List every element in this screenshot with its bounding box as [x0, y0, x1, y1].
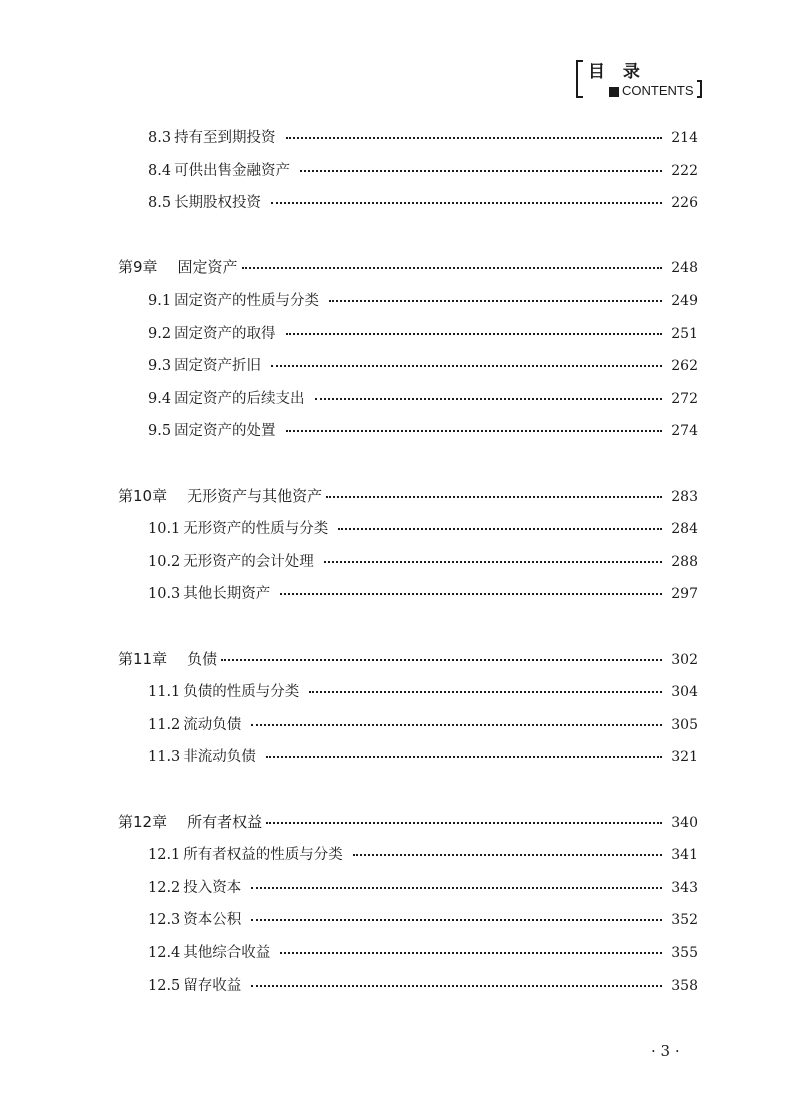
toc-entry-page: 305 [671, 717, 698, 733]
toc-entry-label [148, 387, 305, 408]
toc-leader-dots [271, 202, 662, 204]
toc-entry-label [148, 713, 241, 734]
toc-entry-title: 固定资产折旧 [174, 358, 262, 374]
toc-entry-label [148, 582, 270, 603]
toc-entry-page: 262 [671, 358, 698, 374]
toc-entry-title: 固定资产 [177, 258, 238, 276]
toc-section-entry [148, 713, 698, 735]
toc-entry-title: 流动负债 [183, 717, 242, 733]
toc-entry-number: 第11章 [118, 650, 168, 668]
toc-entry-page: 274 [671, 423, 698, 439]
toc-section-entry [148, 876, 698, 898]
toc-entry-title: 其他长期资产 [183, 586, 271, 602]
toc-entry-number: 第10章 [118, 487, 168, 505]
toc-entry-number: 12.1 [148, 847, 181, 863]
toc-entry-number: 第12章 [118, 813, 168, 831]
toc-leader-dots [251, 887, 662, 889]
toc-entry-title: 所有者权益 [187, 813, 263, 831]
toc-entry-number: 9.3 [148, 358, 172, 374]
toc-entry-label [148, 843, 343, 864]
toc-leader-dots [266, 756, 662, 758]
toc-entry-page: 248 [671, 260, 698, 276]
toc-entry-title: 固定资产的处置 [174, 423, 276, 439]
toc-entry-title: 投入资本 [183, 880, 242, 896]
header-subtitle: CONTENTS [622, 83, 694, 98]
toc-entry-page: 249 [671, 293, 698, 309]
toc-section-entry [148, 582, 698, 604]
toc-entry-page: 304 [671, 684, 698, 700]
toc-entry-title: 持有至到期投资 [174, 130, 276, 146]
toc-entry-title: 固定资产的取得 [174, 326, 276, 342]
toc-entry-label [118, 648, 217, 669]
toc-entry-page: 297 [671, 586, 698, 602]
toc-entry-page: 272 [671, 391, 698, 407]
toc-entry-number: 9.2 [148, 326, 172, 342]
toc-leader-dots [280, 952, 662, 954]
toc-entry-label [148, 908, 241, 929]
toc-section-entry [148, 745, 698, 767]
toc-entry-page: 288 [671, 554, 698, 570]
toc-entry-label [148, 419, 276, 440]
toc-section-entry [148, 908, 698, 930]
toc-section-entry [148, 126, 698, 148]
toc-entry-number: 12.4 [148, 945, 181, 961]
toc-section-entry [148, 843, 698, 865]
toc-entry-number: 10.1 [148, 521, 181, 537]
toc-entry-label [148, 876, 241, 897]
toc-leader-dots [271, 365, 662, 367]
toc-entry-page: 214 [671, 130, 698, 146]
toc-section-entry [148, 550, 698, 572]
toc-leader-dots [251, 724, 662, 726]
toc-leader-dots [266, 822, 662, 824]
toc-leader-dots [221, 659, 662, 661]
toc-entry-page: 222 [671, 163, 698, 179]
toc-entry-label [148, 745, 256, 766]
toc-section-entry [148, 322, 698, 344]
toc-entry-number: 8.5 [148, 195, 172, 211]
toc-entry-page: 358 [671, 978, 698, 994]
toc-entry-page: 226 [671, 195, 698, 211]
toc-section-entry [148, 191, 698, 213]
toc-entry-title: 长期股权投资 [174, 195, 262, 211]
toc-entry-title: 留存收益 [183, 978, 242, 994]
toc-entry-label [118, 256, 238, 277]
toc-entry-label [118, 485, 322, 506]
toc-entry-title: 可供出售金融资产 [174, 163, 291, 179]
toc-leader-dots [280, 593, 662, 595]
toc-leader-dots [326, 496, 662, 498]
toc-entry-page: 343 [671, 880, 698, 896]
toc-entry-label [148, 550, 314, 571]
toc-entry-page: 284 [671, 521, 698, 537]
toc-section-entry [148, 974, 698, 996]
toc-entry-number: 11.3 [148, 749, 181, 765]
header-square-icon [609, 87, 619, 97]
toc-entry-page: 283 [671, 489, 698, 505]
toc-entry-title: 无形资产与其他资产 [187, 487, 323, 505]
toc-entry-number: 8.4 [148, 163, 172, 179]
toc-section-entry [148, 419, 698, 441]
toc-leader-dots [286, 430, 662, 432]
toc-entry-number: 12.2 [148, 880, 181, 896]
toc-entry-label [118, 811, 262, 832]
toc-leader-dots [338, 528, 662, 530]
toc-entry-number: 11.1 [148, 684, 181, 700]
header-title: 目 录 [588, 62, 646, 82]
toc-entry-page: 340 [671, 815, 698, 831]
toc-entry-label [148, 289, 319, 310]
toc-entry-page: 251 [671, 326, 698, 342]
toc-entry-label [148, 680, 299, 701]
toc-entry-number: 9.4 [148, 391, 172, 407]
toc-entry-label [148, 974, 241, 995]
toc-entry-number: 10.2 [148, 554, 181, 570]
contents-header [576, 58, 704, 102]
toc-entry-label [148, 159, 290, 180]
toc-chapter-entry [118, 811, 698, 833]
toc-section-entry [148, 354, 698, 376]
toc-leader-dots [324, 561, 662, 563]
toc-entry-number: 9.1 [148, 293, 172, 309]
toc-entry-label [148, 191, 261, 212]
toc-leader-dots [353, 854, 662, 856]
toc-leader-dots [242, 267, 662, 269]
toc-entry-title: 负债 [187, 650, 218, 668]
toc-leader-dots [329, 300, 662, 302]
toc-entry-number: 8.3 [148, 130, 172, 146]
toc-leader-dots [251, 919, 662, 921]
toc-chapter-entry [118, 485, 698, 507]
toc-leader-dots [286, 137, 662, 139]
toc-entry-page: 321 [671, 749, 698, 765]
toc-leader-dots [315, 398, 662, 400]
toc-chapter-entry [118, 256, 698, 278]
toc-entry-label [148, 354, 261, 375]
toc-entry-label [148, 517, 328, 538]
toc-entry-number: 11.2 [148, 717, 181, 733]
toc-entry-number: 12.5 [148, 978, 181, 994]
toc-entry-title: 资本公积 [183, 912, 242, 928]
page-number: · 3 · [651, 1042, 680, 1060]
toc-entry-label [148, 941, 270, 962]
toc-entry-page: 352 [671, 912, 698, 928]
toc-entry-number: 10.3 [148, 586, 181, 602]
toc-entry-title: 无形资产的性质与分类 [183, 521, 329, 537]
toc-section-entry [148, 680, 698, 702]
toc-entry-number: 9.5 [148, 423, 172, 439]
toc-section-entry [148, 941, 698, 963]
toc-entry-page: 355 [671, 945, 698, 961]
header-bracket-right [697, 80, 702, 98]
header-bracket-left [576, 60, 583, 98]
toc-entry-title: 固定资产的后续支出 [174, 391, 305, 407]
toc-entry-label [148, 322, 276, 343]
toc-entry-title: 所有者权益的性质与分类 [183, 847, 343, 863]
toc-leader-dots [300, 170, 662, 172]
toc-entry-title: 非流动负债 [183, 749, 256, 765]
toc-entry-label [148, 126, 276, 147]
toc-entry-page: 341 [671, 847, 698, 863]
toc-entry-page: 302 [671, 652, 698, 668]
toc-leader-dots [309, 691, 662, 693]
toc-entry-number: 第9章 [118, 258, 158, 276]
toc-leader-dots [286, 333, 662, 335]
toc-section-entry [148, 159, 698, 181]
toc-entry-title: 其他综合收益 [183, 945, 271, 961]
toc-section-entry [148, 517, 698, 539]
toc-entry-title: 固定资产的性质与分类 [174, 293, 320, 309]
toc-entry-title: 负债的性质与分类 [183, 684, 300, 700]
toc-section-entry [148, 289, 698, 311]
toc-leader-dots [251, 985, 662, 987]
toc-entry-title: 无形资产的会计处理 [183, 554, 314, 570]
toc-entry-number: 12.3 [148, 912, 181, 928]
toc-section-entry [148, 387, 698, 409]
toc-chapter-entry [118, 648, 698, 670]
